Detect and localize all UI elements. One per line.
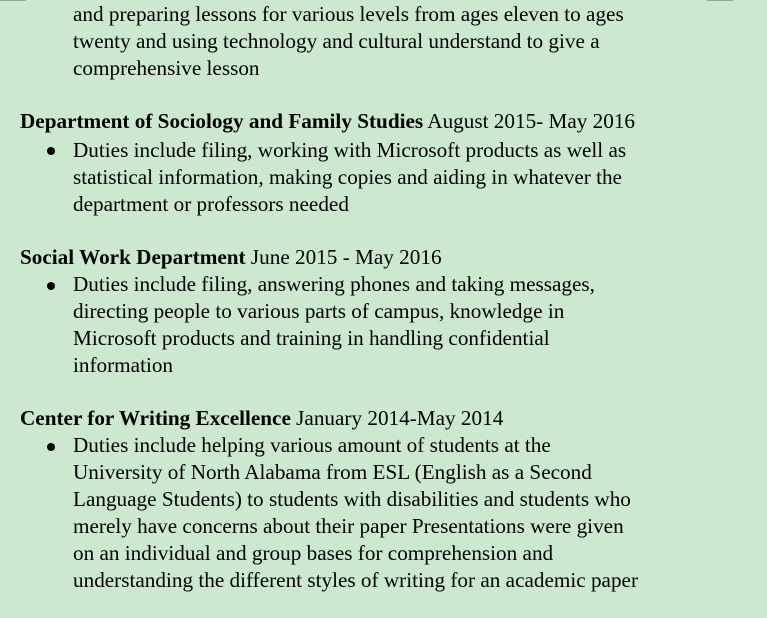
job-duty-line: on an individual and group bases for comprehension and xyxy=(73,541,554,565)
job-duty-line: Duties include helping various amount of students at the xyxy=(73,433,551,457)
job-organization: Center for Writing Excellence xyxy=(20,406,291,430)
job-heading xyxy=(20,108,635,135)
intro-line: twenty and using technology and cultural understand to give a xyxy=(73,29,600,53)
bullet-icon xyxy=(47,443,55,451)
margin-corner-mark xyxy=(0,0,26,1)
job-duty-line: merely have concerns about their paper Presentations were given xyxy=(73,514,624,538)
bullet-icon xyxy=(47,147,55,155)
job-duty-line: information xyxy=(73,353,174,377)
job-organization: Social Work Department xyxy=(20,245,246,269)
job-duty-line: department or professors needed xyxy=(73,192,349,216)
job-dates: June 2015 - May 2016 xyxy=(245,245,442,269)
job-duty-line: University of North Alabama from ESL (English as a Second xyxy=(73,460,592,484)
job-dates: August 2015- May 2016 xyxy=(423,109,636,133)
job-dates: January 2014-May 2014 xyxy=(290,406,504,430)
job-duty-line: Duties include filing, working with Microsoft products as well as xyxy=(73,138,627,162)
bullet-icon xyxy=(47,282,55,290)
intro-line: comprehensive lesson xyxy=(73,56,260,80)
job-duty-line: Microsoft products and training in handling confidential xyxy=(73,326,550,350)
intro-line: and preparing lessons for various levels from ages eleven to ages xyxy=(73,2,624,26)
job-heading xyxy=(20,405,503,432)
margin-corner-mark xyxy=(707,0,733,1)
job-duty-line: directing people to various parts of campus, knowledge in xyxy=(73,299,565,323)
job-duty-line: Duties include filing, answering phones and taking messages, xyxy=(73,272,595,296)
job-duty-line: statistical information, making copies and aiding in whatever the xyxy=(73,165,622,189)
job-duty-line: Language Students) to students with disabilities and students who xyxy=(73,487,631,511)
job-duty-line: understanding the different styles of writing for an academic paper xyxy=(73,568,638,592)
job-heading xyxy=(20,244,442,271)
job-organization: Department of Sociology and Family Studies xyxy=(20,109,424,133)
